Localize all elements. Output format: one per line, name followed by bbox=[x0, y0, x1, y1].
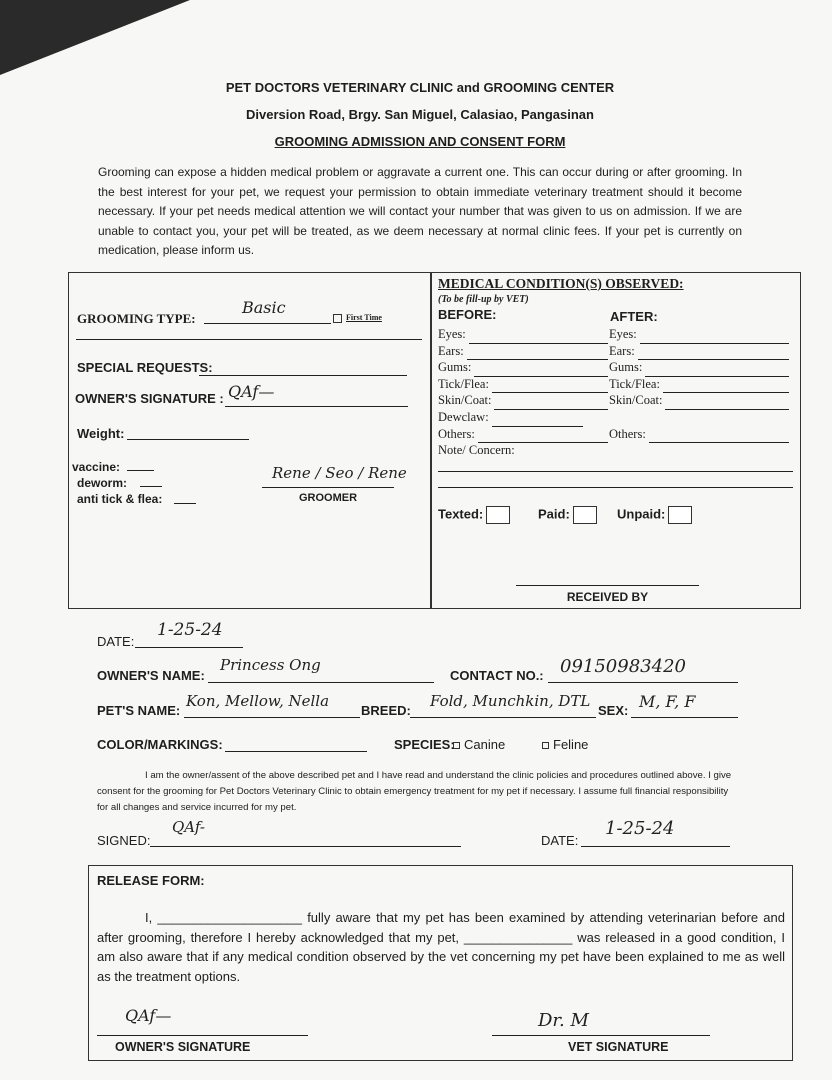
after-gums-field[interactable] bbox=[645, 360, 789, 377]
breed-label: BREED: bbox=[361, 703, 411, 718]
before-skincoat-label: Skin/Coat: bbox=[438, 393, 492, 408]
after-fields bbox=[609, 327, 789, 443]
first-time-checkbox[interactable] bbox=[333, 313, 382, 323]
special-requests-label: SPECIAL REQUESTS: bbox=[77, 360, 213, 375]
release-owner-signature-label: OWNER'S SIGNATURE bbox=[115, 1040, 251, 1054]
owner-name-field[interactable] bbox=[208, 656, 434, 683]
paid-label: Paid: bbox=[538, 506, 570, 522]
owner-name-label: OWNER'S NAME: bbox=[97, 668, 205, 683]
owner-signature-value: QAf— bbox=[228, 382, 275, 401]
clinic-name: PET DOCTORS VETERINARY CLINIC and GROOMING CENTER bbox=[225, 80, 615, 95]
before-eyes-field[interactable] bbox=[469, 327, 608, 344]
note-line-2[interactable] bbox=[438, 476, 793, 488]
before-others-field[interactable] bbox=[478, 427, 608, 444]
pet-name-field[interactable] bbox=[184, 692, 360, 718]
release-title: RELEASE FORM: bbox=[97, 873, 205, 888]
signed-label: SIGNED: bbox=[97, 833, 151, 848]
sex-label: SEX: bbox=[598, 703, 629, 718]
before-tickflea-field[interactable] bbox=[492, 377, 608, 394]
first-time-label: First Time bbox=[346, 313, 382, 322]
after-eyes-field[interactable] bbox=[640, 327, 789, 344]
vet-signature-value: Dr. M bbox=[538, 1010, 589, 1031]
after-tickflea-label: Tick/Flea: bbox=[609, 376, 660, 391]
signed-field[interactable] bbox=[150, 818, 461, 847]
deworm-field[interactable] bbox=[140, 474, 162, 487]
special-requests-field[interactable] bbox=[199, 360, 407, 376]
after-tickflea-field[interactable] bbox=[663, 377, 789, 394]
weight-field[interactable] bbox=[127, 425, 249, 440]
texted-label: Texted: bbox=[438, 506, 484, 522]
vaccine-label: vaccine: bbox=[72, 460, 121, 474]
after-eyes-label: Eyes: bbox=[609, 327, 637, 341]
medical-title: MEDICAL CONDITION(S) OBSERVED: bbox=[438, 276, 684, 291]
unpaid-label: Unpaid: bbox=[617, 506, 666, 522]
canine-option[interactable] bbox=[453, 737, 505, 752]
before-others-label: Others: bbox=[438, 426, 475, 441]
sex-field[interactable] bbox=[631, 692, 738, 718]
date-value: 1-25-24 bbox=[157, 620, 223, 640]
grooming-type-label: GROOMING TYPE: bbox=[77, 311, 196, 326]
before-ears-field[interactable] bbox=[467, 344, 608, 361]
checkbox-icon bbox=[542, 742, 549, 749]
unpaid-checkbox[interactable] bbox=[617, 506, 692, 524]
before-skincoat-field[interactable] bbox=[494, 393, 608, 410]
medical-subtitle: (To be fill-up by VET) bbox=[438, 294, 529, 305]
deworm-label: deworm: bbox=[77, 476, 128, 490]
weight-label: Weight: bbox=[77, 426, 125, 441]
after-ears-field[interactable] bbox=[638, 344, 789, 361]
received-by-label: RECEIVED BY bbox=[566, 590, 649, 604]
before-dewclaw-field[interactable] bbox=[492, 410, 583, 427]
groomer-value: Rene / Seo / Rene bbox=[272, 464, 407, 482]
release-paragraph bbox=[97, 908, 785, 986]
color-label: COLOR/MARKINGS: bbox=[97, 737, 223, 752]
anti-tick-label: anti tick & flea: bbox=[77, 492, 163, 506]
clinic-address: Diversion Road, Brgy. San Miguel, Calasiao, Pangasinan bbox=[246, 107, 594, 122]
before-ears-label: Ears: bbox=[438, 343, 464, 358]
after-ears-label: Ears: bbox=[609, 343, 635, 358]
release-text: I, ____________________ fully aware that my pet has been examined by attending veterinarian before and after grooming, therefore I hereby acknowledged that my pet, _______________ was released in a good condition, I am also aware that if any medical condition observed by the vet concerning my pet have been explained to me as well as the treatment options. bbox=[97, 910, 785, 984]
note-label: Note/ Concern: bbox=[438, 443, 515, 458]
date-field[interactable] bbox=[135, 620, 243, 648]
intro-paragraph: Grooming can expose a hidden medical problem or aggravate a current one. This can occur during or after grooming. In the best interest for your pet, we request your permission to obtain immediate veterinary treatment should it become necessary. If your pet needs medical attention we will contact your number that was given to us on admission. If we are unable to contact you, your pet will be treated, as we deem necessary at normal clinic fees. If your pet is currently on medication, please inform us. bbox=[98, 165, 742, 257]
before-gums-field[interactable] bbox=[474, 360, 608, 377]
pet-name-value: Kon, Mellow, Nella bbox=[186, 692, 330, 710]
after-skincoat-label: Skin/Coat: bbox=[609, 393, 663, 408]
sex-value: M, F, F bbox=[639, 692, 696, 711]
before-gums-label: Gums: bbox=[438, 360, 472, 375]
breed-value: Fold, Munchkin, DTL bbox=[430, 692, 591, 710]
form-title: GROOMING ADMISSION AND CONSENT FORM bbox=[274, 134, 566, 149]
owner-signature-label: OWNER'S SIGNATURE : bbox=[75, 391, 224, 406]
before-eyes-label: Eyes: bbox=[438, 327, 466, 341]
after-others-field[interactable] bbox=[649, 427, 789, 444]
before-fields bbox=[438, 327, 608, 460]
contact-label: CONTACT NO.: bbox=[450, 668, 544, 683]
scan-shadow bbox=[0, 0, 190, 75]
release-owner-signature-value: QAf— bbox=[125, 1006, 172, 1025]
contact-value: 09150983420 bbox=[560, 656, 686, 677]
color-field[interactable] bbox=[225, 735, 367, 752]
vaccine-field[interactable] bbox=[127, 458, 154, 471]
after-skincoat-field[interactable] bbox=[665, 393, 789, 410]
species-label: SPECIES: bbox=[394, 737, 455, 752]
grooming-type-value: Basic bbox=[242, 298, 286, 317]
contact-field[interactable] bbox=[548, 656, 738, 683]
checkbox-icon bbox=[573, 506, 597, 524]
pet-name-label: PET'S NAME: bbox=[97, 703, 181, 718]
before-label: BEFORE: bbox=[438, 307, 497, 322]
before-dewclaw-label: Dewclaw: bbox=[438, 409, 489, 424]
groomer-field[interactable] bbox=[262, 464, 407, 488]
anti-tick-field[interactable] bbox=[174, 490, 196, 504]
after-label: AFTER: bbox=[610, 309, 658, 324]
release-owner-signature-field[interactable] bbox=[97, 1006, 308, 1036]
after-gums-label: Gums: bbox=[609, 360, 643, 375]
consent-date-field[interactable] bbox=[581, 818, 730, 847]
checkbox-icon bbox=[486, 506, 510, 524]
note-line-1[interactable] bbox=[438, 460, 793, 472]
paid-checkbox[interactable] bbox=[538, 506, 597, 524]
feline-option[interactable] bbox=[542, 737, 588, 752]
texted-checkbox[interactable] bbox=[438, 506, 510, 524]
consent-date-value: 1-25-24 bbox=[605, 818, 675, 839]
signed-value: QAf- bbox=[172, 818, 205, 836]
consent-date-label: DATE: bbox=[541, 833, 579, 848]
vet-signature-label: VET SIGNATURE bbox=[568, 1040, 669, 1054]
canine-label: Canine bbox=[464, 737, 506, 752]
divider bbox=[430, 272, 432, 609]
grooming-type-line2[interactable] bbox=[76, 326, 422, 340]
checkbox-icon bbox=[668, 506, 692, 524]
consent-paragraph bbox=[97, 768, 742, 816]
received-by-field[interactable] bbox=[516, 576, 699, 586]
after-others-label: Others: bbox=[609, 426, 646, 441]
breed-field[interactable] bbox=[410, 692, 596, 718]
checkbox-icon bbox=[333, 314, 342, 323]
before-tickflea-label: Tick/Flea: bbox=[438, 376, 489, 391]
groomer-label: GROOMER bbox=[298, 492, 358, 504]
grooming-type-field[interactable] bbox=[204, 300, 331, 324]
date-label: DATE: bbox=[97, 634, 135, 649]
owner-name-value: Princess Ong bbox=[220, 656, 321, 674]
checkbox-icon bbox=[453, 742, 460, 749]
vet-signature-field[interactable] bbox=[492, 1010, 710, 1036]
consent-text: I am the owner/assent of the above described pet and I have read and understand the clinic policies and procedures outlined above. I give consent for the grooming for Pet Doctors Veterinary Clinic to obtain emergency treatment for my pet if necessary. I assume full financial responsibility for all changes and service incurred for my pet. bbox=[97, 770, 732, 813]
feline-label: Feline bbox=[553, 737, 589, 752]
owner-signature-field[interactable] bbox=[225, 382, 408, 407]
